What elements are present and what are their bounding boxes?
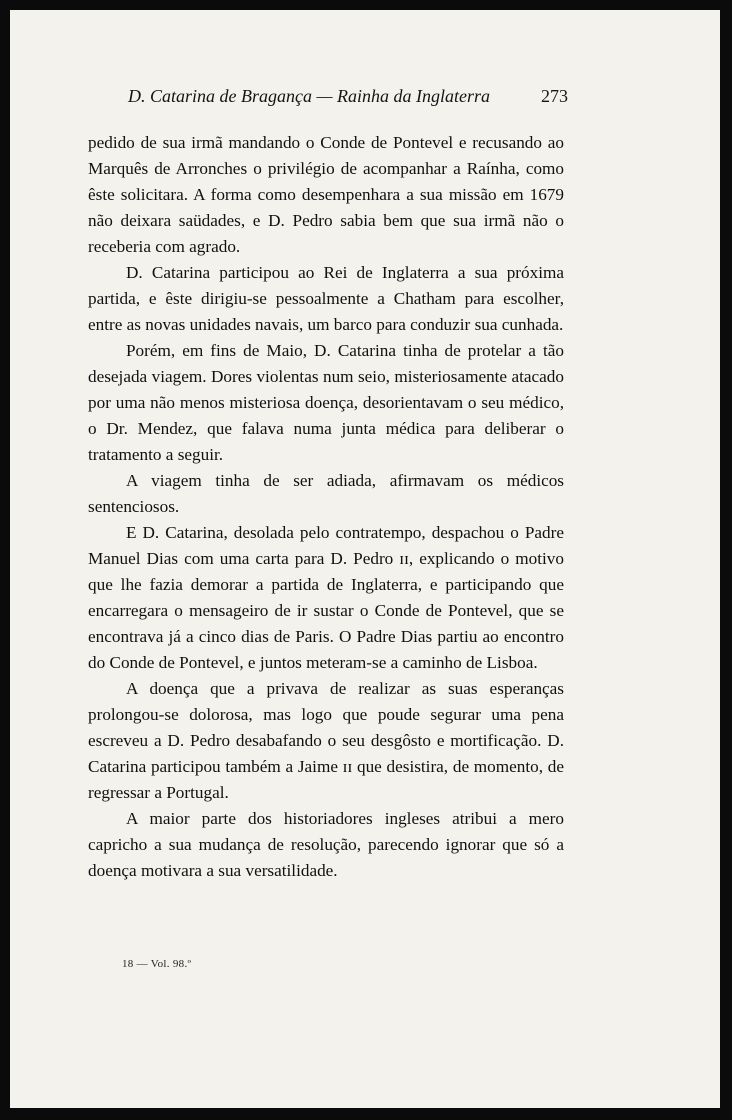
paragraph-2: D. Catarina participou ao Rei de Inglaterra a sua próxima partida, e êste dirigiu-se pessoalmente a Chatham para escolher, entre as novas unidades navais, um barco para conduzir sua cunhada. xyxy=(88,263,564,334)
paragraph-6: A doença que a privava de realizar as suas esperanças prolongou-se dolorosa, mas logo que poude segurar uma pena escreveu a D. Pedro desabafando o seu desgôsto e mortificação. D. Catarina participou também a Jaime ɪɪ que desistira, de momento, de regressar a Portugal. xyxy=(88,679,564,802)
paragraph-5: E D. Catarina, desolada pelo contratempo, despachou o Padre Manuel Dias com uma carta para D. Pedro ɪɪ, explicando o motivo que lhe fazia demorar a partida de Inglaterra, e participando que encarregara o mensageiro de ir sustar o Conde de Pontevel, que se encontrava já a cinco dias de Paris. O Padre Dias partiu ao encontro do Conde de Pontevel, e juntos meteram-se a caminho de Lisboa. xyxy=(88,523,564,672)
running-title: D. Catarina de Bragança — Rainha da Inglaterra xyxy=(128,86,490,106)
running-header xyxy=(128,86,568,112)
body-text xyxy=(88,130,564,884)
paragraph-1: pedido de sua irmã mandando o Conde de Pontevel e recusando ao Marquês de Arronches o privilégio de acompanhar a Raínha, como êste solicitara. A forma como desempenhara a sua missão em 1679 não deixara saüdades, e D. Pedro sabia bem que sua irmã não o receberia com agrado. xyxy=(88,133,564,256)
paragraph-7: A maior parte dos historiadores ingleses atribui a mero capricho a sua mudança de resolução, parecendo ignorar que só a doença motivara a sua versatilidade. xyxy=(88,809,564,880)
paragraph-3: Porém, em fins de Maio, D. Catarina tinha de protelar a tão desejada viagem. Dores violentas num seio, misteriosamente atacado por uma não menos misteriosa doença, desorientavam o seu médico, o Dr. Mendez, que falava numa junta médica para deliberar o tratamento a seguir. xyxy=(88,341,564,464)
paragraph-4: A viagem tinha de ser adiada, afirmavam os médicos sentenciosos. xyxy=(88,471,564,516)
page-sheet xyxy=(10,10,720,1108)
signature-mark: 18 — Vol. 98.º xyxy=(122,958,192,970)
page-number: 273 xyxy=(541,86,568,106)
